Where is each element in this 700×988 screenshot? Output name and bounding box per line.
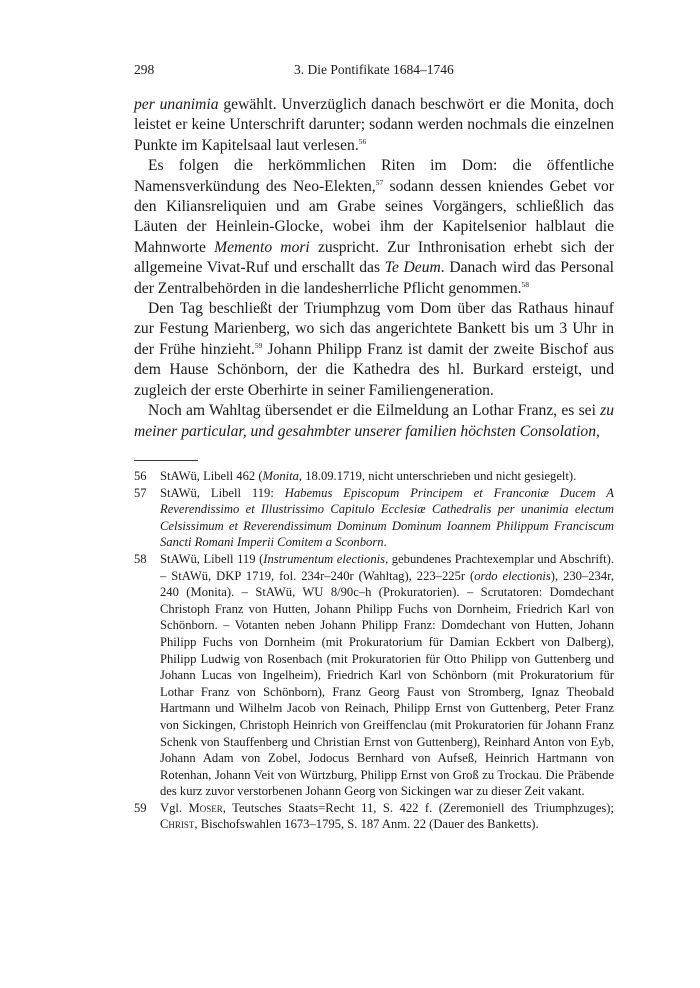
main-text [134,95,614,442]
text-run: , 18.09.1719, nicht unterschrieben und nicht gesiegelt). [298,469,577,483]
text-run: StAWü, Libell 119: [160,485,285,500]
italic-phrase: Instrumentum electionis [263,551,386,566]
paragraph-4 [134,401,614,442]
paragraph-3 [134,299,614,401]
italic-phrase: Habemus Episcopum Principem et Franconiæ Ducem A Reverendissimo et Illustrissimo Capitulo Ecclesiæ Cathedralis per unanimia electum Celsissimum et Reverendissimum Dominum Dominum Ioannem Philippum Franciscum Sancti Romani Imperii Comitem a Sconborn [160,485,614,550]
running-head: 3. Die Pontifikate 1684–1746 [294,62,454,77]
footnote-59 [134,800,614,833]
footnotes [134,468,614,833]
author-name: Christ [160,817,195,832]
italic-phrase: zu meiner particular, und gesahmbter unserer familien höchsten Consolation, [134,402,614,440]
footnote-58 [134,551,614,800]
text-run: Vgl. [160,800,189,815]
footnote-ref-57[interactable]: 57 [375,177,384,187]
footnote-separator [134,460,198,461]
footnote-ref-58[interactable]: 58 [521,279,530,289]
italic-phrase: ordo electionis [474,568,551,583]
text-run: ), 230–234r, 240 (Monita). – StAWü, WU 8/90c–h (Prokuratorien). – Scrutatoren: Domdechant Christoph Franz von Hutten, Johann Philipp Fuchs von Dornheim, Friedrich Karl von Schönborn. – Votanten neben Johann Philipp Franz: Domdechant von Hutten, Johann Philipp Fuchs von Dornheim (mit Prokuratorium für Damian Eckbert von Dalberg), Philipp Ludwig von Rosenbach (mit Prokuratorien für Otto Philipp von Guttenberg und Johann Lucas von Ingelheim), Friedrich Karl von Schönborn (mit Prokuratorium für Lothar Franz von Schönborn), Franz Georg Faust von Stromberg, Ignaz Theobald Hartmann und Wilhelm Jacob von Reinach, Philipp Ernst von Guttenberg, Peter Franz von Sickingen, Christoph Heinrich von Greiffenclau (mit Prokuratorien für Johann Franz Schenk von Stauffenberg und Christian Ernst von Guttenberg), Reinhard Anton von Eyb, Johann Adam von Zobel, Jodocus Bernhard von Aufseß, Heinrich Hartmann von Rotenhan, Johann Veit von Würtzburg, Philipp Ernst von Groß zu Trockau. Die Präbende des kurz zuvor verstorbenen Johann Georg von Sickingen war zu dieser Zeit vakant. [160,568,614,799]
footnote-number: 59 [134,800,147,815]
text-run: sodann dessen kniendes Gebet vor den Kiliansreliquien und am Grabe seines Vorgängers, schließlich das Läuten der Heinlein-Glocke, wobei ihm der Kapitelsenior halblaut die Mahnworte [134,177,614,256]
italic-phrase: per unanimia [134,96,219,113]
text-run: zuspricht. Zur Inthronisation erhebt sich der allgemeine Vivat-Ruf und erschallt das [134,238,614,277]
paragraph-1 [134,95,614,156]
text-run: Noch am Wahltag übersendet er die Eilmeldung an Lothar Franz, es sei [148,402,601,420]
footnote-number: 58 [134,551,147,566]
text-run: , Teutsches Staats=Recht 11, S. 422 f. (Zeremoniell des Triumphzuges); [222,800,615,815]
text-run: . [383,535,387,550]
footnote-number: 56 [134,469,147,483]
footnote-57 [134,485,614,551]
italic-phrase: Memento mori [214,238,310,256]
text-run: StAWü, Libell 462 ( [160,469,263,483]
paragraph-2 [134,156,614,299]
footnote-ref-56[interactable]: 56 [358,136,367,146]
text-run: gewählt. Unverzüglich danach beschwört er die Monita, doch leistet er keine Unterschrift darunter; sodann werden nochmals die einzelnen Punkte im Kapitelsaal laut verlesen. [134,96,614,154]
italic-phrase: Monita [262,469,299,483]
text-run: StAWü, Libell 119 ( [160,551,264,566]
text-run: Es folgen die herkömmlichen Riten im Dom: die öffentliche Namensverkündung des Neo-Elekten, [134,157,614,195]
text-run: , gebundenes Prachtexemplar und Abschrift). – StAWü, DKP 1719, fol. 234r–240r (Wahltag), 223–225r ( [160,551,615,583]
page-number: 298 [134,62,155,77]
footnote-number: 57 [134,485,147,500]
text-run: , Bischofswahlen 1673–1795, S. 187 Anm. 22 (Dauer des Banketts). [194,817,539,832]
footnote-56 [134,468,614,485]
text-run: Den Tag beschließt der Triumphzug vom Dom über das Rathaus hinauf zur Festung Marienberg, wo sich das angerichtete Bankett bis um 3 Uhr in der Frühe hinzieht. [134,300,614,358]
author-name: Moser [188,800,223,815]
italic-phrase: Te Deum [384,259,441,277]
text-run: Johann Philipp Franz ist damit der zweite Bischof aus dem Hause Schönborn, der die Kathedra des hl. Burkard ersteigt, und zugleich der erste Oberhirte in seiner Familiengeneration. [134,340,614,399]
footnote-ref-59[interactable]: 59 [254,340,263,350]
text-run: . Danach wird das Personal der Zentralbehörden in die landesherrliche Pflicht genommen. [134,259,614,297]
